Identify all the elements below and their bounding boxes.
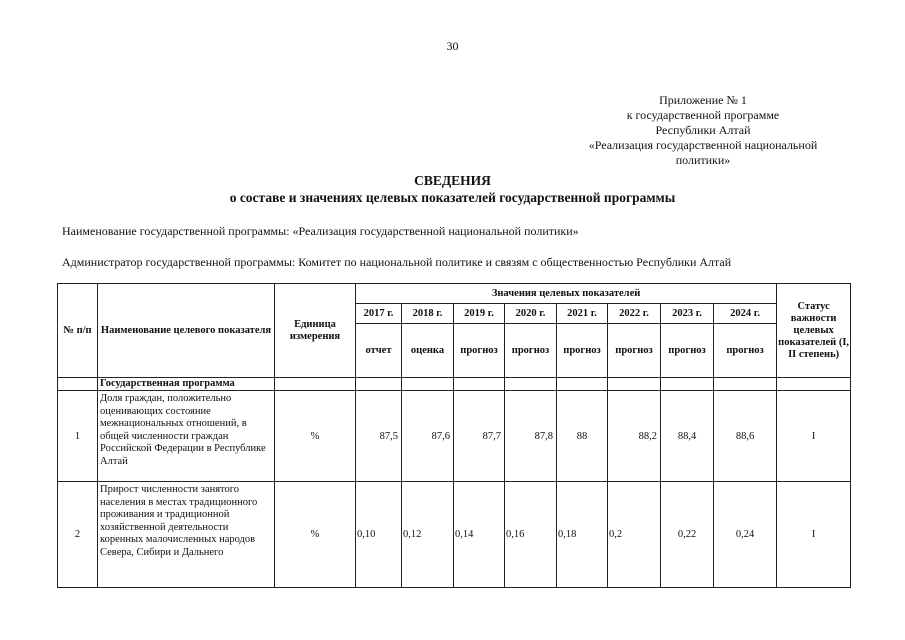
title-sub: о составе и значениях целевых показателей государственной программы: [229, 190, 676, 205]
value-2019: 87,7: [454, 391, 505, 482]
row-num: 1: [58, 391, 98, 482]
appendix-block: [558, 93, 848, 168]
header-year: 2018 г.: [402, 304, 454, 324]
row-num: 2: [58, 482, 98, 588]
header-values-group: Значения целевых показателей: [356, 284, 777, 304]
header-num: № п/п: [58, 284, 98, 378]
header-year: 2023 г.: [661, 304, 714, 324]
status: I: [777, 391, 851, 482]
table-row: [58, 482, 851, 588]
value-2021: 0,18: [557, 482, 608, 588]
header-kind: прогноз: [557, 324, 608, 378]
value-2022: 0,2: [608, 482, 661, 588]
value-2019: 0,14: [454, 482, 505, 588]
header-year: 2021 г.: [557, 304, 608, 324]
header-kind: прогноз: [454, 324, 505, 378]
value-2017: 0,10: [356, 482, 402, 588]
header-year: 2024 г.: [714, 304, 777, 324]
value-2020: 87,8: [505, 391, 557, 482]
header-year: 2019 г.: [454, 304, 505, 324]
value-2017: 87,5: [356, 391, 402, 482]
header-kind: прогноз: [608, 324, 661, 378]
value-2021: 88: [557, 391, 608, 482]
header-status: Статус важности целевых показателей (I, II степень): [777, 284, 851, 378]
header-kind: прогноз: [714, 324, 777, 378]
indicators-table: [57, 283, 851, 588]
header-indicator-name: Наименование целевого показателя: [98, 284, 275, 378]
appendix-line: «Реализация государственной национальной: [588, 138, 818, 152]
header-year: 2022 г.: [608, 304, 661, 324]
value-2018: 0,12: [402, 482, 454, 588]
value-2018: 87,6: [402, 391, 454, 482]
appendix-line: Приложение № 1: [659, 93, 747, 107]
value-2022: 88,2: [608, 391, 661, 482]
indicator-name: [98, 482, 275, 588]
header-kind: оценка: [402, 324, 454, 378]
program-name: Наименование государственной программы: «Реализация государственной национальной политики»: [62, 224, 579, 238]
unit: %: [275, 482, 356, 588]
header-kind: прогноз: [505, 324, 557, 378]
value-2023: 88,4: [661, 391, 714, 482]
appendix-line: к государственной программе: [626, 108, 780, 122]
document-title: [0, 172, 905, 206]
value-2024: 88,6: [714, 391, 777, 482]
value-2024: 0,24: [714, 482, 777, 588]
table-row: [58, 391, 851, 482]
page-number: 30: [446, 39, 459, 53]
title-main: СВЕДЕНИЯ: [414, 173, 491, 188]
status: I: [777, 482, 851, 588]
indicator-name: Доля граждан, положительно оценивающих состояние межнациональных отношений, в общей численности граждан Российской Федерации в Республике Алтай: [98, 391, 275, 482]
program-administrator: Администратор государственной программы: Комитет по национальной политике и связям с общественностью Республики Алтай: [62, 255, 732, 269]
unit: %: [275, 391, 356, 482]
value-2020: 0,16: [505, 482, 557, 588]
header-kind: отчет: [356, 324, 402, 378]
section-label: Государственная программа: [98, 378, 275, 391]
indicator-name-text: Прирост численности занятого населения в местах традиционного проживания и традиционной хозяйственной деятельности коренных малочисленных народов Севера, Сибири и Дальнего: [100, 484, 258, 558]
header-unit: Единица измерения: [275, 284, 356, 378]
header-kind: прогноз: [661, 324, 714, 378]
appendix-line: политики»: [675, 153, 731, 167]
header-year: 2017 г.: [356, 304, 402, 324]
header-year: 2020 г.: [505, 304, 557, 324]
appendix-line: Республики Алтай: [655, 123, 751, 137]
section-row: [58, 378, 851, 391]
value-2023: 0,22: [661, 482, 714, 588]
